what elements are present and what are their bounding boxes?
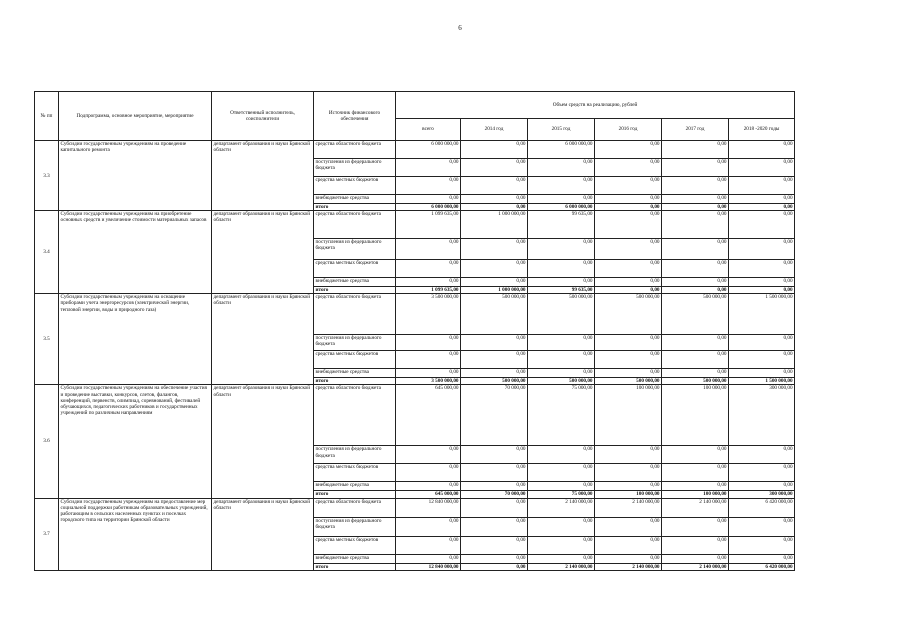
funding-source: поступления из федерального бюджета (314, 239, 396, 260)
amount-cell: 0,00 (595, 517, 662, 536)
header-no: № пп (35, 92, 59, 141)
amount-cell: 0,00 (729, 278, 795, 287)
funding-source: средства местных бюджетов (314, 464, 396, 482)
amount-cell: 0,00 (662, 141, 729, 159)
amount-cell: 0,00 (662, 159, 729, 177)
amount-cell: 6 000 000,00 (396, 141, 461, 159)
funding-source: итого (314, 204, 396, 211)
amount-cell: 0,00 (461, 195, 528, 204)
amount-cell: 0,00 (662, 211, 729, 239)
amount-cell: 500 000,00 (595, 294, 662, 335)
amount-cell: 0,00 (729, 239, 795, 260)
amount-cell: 1 099 635,00 (396, 287, 461, 294)
amount-cell: 645 000,00 (396, 385, 461, 446)
amount-cell: 0,00 (528, 536, 595, 554)
funding-source: средства областного бюджета (314, 141, 396, 159)
amount-cell: 0,00 (729, 351, 795, 369)
amount-cell: 0,00 (461, 141, 528, 159)
header-year: 2016 год (595, 119, 662, 141)
measure-name: Субсидии государственным учреждениям на оснащение приборами учета энергоресурсов (электрической энергии, тепловой энергии, воды и природного газа) (59, 294, 212, 385)
amount-cell: 1 500 000,00 (729, 378, 795, 385)
amount-cell: 99 635,00 (528, 211, 595, 239)
amount-cell: 0,00 (396, 177, 461, 195)
amount-cell: 0,00 (729, 177, 795, 195)
amount-cell: 0,00 (396, 446, 461, 464)
amount-cell: 0,00 (729, 287, 795, 294)
amount-cell: 0,00 (396, 482, 461, 491)
funding-source: итого (314, 287, 396, 294)
amount-cell: 12 840 000,00 (396, 563, 461, 570)
amount-cell: 0,00 (662, 239, 729, 260)
amount-cell: 0,00 (595, 204, 662, 211)
measure-number: 3.3 (35, 141, 59, 211)
amount-cell: 0,00 (729, 369, 795, 378)
measure-number: 3.7 (35, 498, 59, 570)
amount-cell: 0,00 (729, 195, 795, 204)
amount-cell: 0,00 (461, 204, 528, 211)
amount-cell: 0,00 (595, 177, 662, 195)
amount-cell: 0,00 (662, 536, 729, 554)
amount-cell: 0,00 (662, 554, 729, 563)
amount-cell: 0,00 (396, 239, 461, 260)
amount-cell: 99 635,00 (528, 287, 595, 294)
amount-cell: 6 000 000,00 (528, 141, 595, 159)
table-row (35, 294, 795, 335)
amount-cell: 0,00 (396, 536, 461, 554)
amount-cell: 2 140 000,00 (662, 498, 729, 517)
page-number: 6 (458, 24, 462, 32)
amount-cell: 0,00 (528, 260, 595, 278)
amount-cell: 0,00 (729, 554, 795, 563)
amount-cell: 0,00 (461, 482, 528, 491)
amount-cell: 0,00 (396, 369, 461, 378)
amount-cell: 0,00 (396, 195, 461, 204)
amount-cell: 0,00 (662, 260, 729, 278)
amount-cell: 300 000,00 (729, 385, 795, 446)
measure-name: Субсидии государственным учреждениям на предоставление мер социальной поддержки работникам образовательных учреждений, работающим в сельских населенных пунктах и поселках городского типа на территории Брянской области (59, 498, 212, 570)
amount-cell: 100 000,00 (595, 385, 662, 446)
amount-cell: 0,00 (662, 351, 729, 369)
amount-cell: 0,00 (461, 239, 528, 260)
funding-source: поступления из федерального бюджета (314, 335, 396, 351)
amount-cell: 0,00 (528, 517, 595, 536)
amount-cell: 0,00 (461, 536, 528, 554)
table-row (35, 141, 795, 159)
funding-source: средства областного бюджета (314, 211, 396, 239)
funding-source: внебюджетные средства (314, 554, 396, 563)
amount-cell: 0,00 (461, 278, 528, 287)
amount-cell: 0,00 (461, 554, 528, 563)
funding-source: поступления из федерального бюджета (314, 446, 396, 464)
amount-cell: 0,00 (595, 554, 662, 563)
amount-cell: 1 000 000,00 (461, 211, 528, 239)
amount-cell: 2 140 000,00 (595, 498, 662, 517)
amount-cell: 0,00 (528, 278, 595, 287)
amount-cell: 0,00 (396, 159, 461, 177)
amount-cell: 500 000,00 (461, 294, 528, 335)
amount-cell: 0,00 (662, 287, 729, 294)
funding-source: внебюджетные средства (314, 278, 396, 287)
amount-cell: 100 000,00 (662, 385, 729, 446)
funding-source: средства местных бюджетов (314, 260, 396, 278)
amount-cell: 6 000 000,00 (396, 204, 461, 211)
amount-cell: 3 500 000,00 (396, 294, 461, 335)
amount-cell: 645 000,00 (396, 491, 461, 498)
amount-cell: 0,00 (662, 177, 729, 195)
amount-cell: 0,00 (528, 369, 595, 378)
amount-cell: 0,00 (528, 446, 595, 464)
amount-cell: 0,00 (396, 464, 461, 482)
measure-number: 3.5 (35, 294, 59, 385)
amount-cell: 0,00 (396, 335, 461, 351)
amount-cell: 3 500 000,00 (396, 378, 461, 385)
amount-cell: 0,00 (729, 260, 795, 278)
amount-cell: 500 000,00 (662, 378, 729, 385)
amount-cell: 0,00 (396, 351, 461, 369)
amount-cell: 2 140 000,00 (528, 563, 595, 570)
amount-cell: 0,00 (662, 464, 729, 482)
amount-cell: 100 000,00 (662, 491, 729, 498)
measure-name: Субсидии государственным учреждениям на обеспечение участия и проведение выставки, конкурсов, слетов, фалангов, конференций, первенств, олимпиад, соревнований, фестивалей обучающихся, педагогических работников и государственных учреждений по различным направлениям (59, 385, 212, 498)
table-row (35, 211, 795, 239)
funding-source: средства областного бюджета (314, 385, 396, 446)
amount-cell: 2 140 000,00 (528, 498, 595, 517)
funding-source: средства местных бюджетов (314, 536, 396, 554)
measure-executor: департамент образования и науки Брянской области (212, 498, 314, 570)
amount-cell: 0,00 (528, 335, 595, 351)
amount-cell: 0,00 (528, 177, 595, 195)
amount-cell: 0,00 (595, 536, 662, 554)
amount-cell: 0,00 (461, 464, 528, 482)
amount-cell: 0,00 (528, 195, 595, 204)
amount-cell: 500 000,00 (528, 294, 595, 335)
amount-cell: 0,00 (461, 159, 528, 177)
amount-cell: 0,00 (396, 554, 461, 563)
funding-source: итого (314, 563, 396, 570)
amount-cell: 0,00 (595, 335, 662, 351)
amount-cell: 0,00 (729, 159, 795, 177)
measure-number: 3.6 (35, 385, 59, 498)
amount-cell: 0,00 (595, 260, 662, 278)
amount-cell: 0,00 (662, 446, 729, 464)
amount-cell: 0,00 (595, 351, 662, 369)
amount-cell: 0,00 (461, 446, 528, 464)
amount-cell: 0,00 (595, 287, 662, 294)
amount-cell: 0,00 (461, 563, 528, 570)
header-volume: Объем средств на реализацию, рублей (396, 92, 795, 119)
header-year: 2015 год (528, 119, 595, 141)
amount-cell: 0,00 (595, 464, 662, 482)
amount-cell: 0,00 (729, 211, 795, 239)
amount-cell: 0,00 (595, 159, 662, 177)
amount-cell: 500 000,00 (528, 378, 595, 385)
measure-executor: департамент образования и науки Брянской области (212, 385, 314, 498)
header-year: 2017 год (662, 119, 729, 141)
amount-cell: 0,00 (595, 278, 662, 287)
amount-cell: 12 840 000,00 (396, 498, 461, 517)
amount-cell: 70 000,00 (461, 491, 528, 498)
amount-cell: 0,00 (662, 204, 729, 211)
amount-cell: 0,00 (662, 369, 729, 378)
amount-cell: 0,00 (396, 278, 461, 287)
amount-cell: 100 000,00 (595, 491, 662, 498)
header-year: 2014 год (461, 119, 528, 141)
amount-cell: 500 000,00 (595, 378, 662, 385)
amount-cell: 0,00 (729, 482, 795, 491)
amount-cell: 0,00 (528, 351, 595, 369)
amount-cell: 0,00 (461, 335, 528, 351)
table-row (35, 385, 795, 446)
amount-cell: 75 000,00 (528, 491, 595, 498)
amount-cell: 0,00 (461, 517, 528, 536)
amount-cell: 0,00 (729, 464, 795, 482)
amount-cell: 0,00 (595, 211, 662, 239)
amount-cell: 2 140 000,00 (595, 563, 662, 570)
amount-cell: 0,00 (595, 482, 662, 491)
funding-source: итого (314, 378, 396, 385)
funding-source: итого (314, 491, 396, 498)
amount-cell: 6 420 000,00 (729, 563, 795, 570)
amount-cell: 0,00 (528, 554, 595, 563)
amount-cell: 500 000,00 (461, 378, 528, 385)
funding-source: внебюджетные средства (314, 482, 396, 491)
amount-cell: 70 000,00 (461, 385, 528, 446)
amount-cell: 300 000,00 (729, 491, 795, 498)
amount-cell: 0,00 (662, 517, 729, 536)
amount-cell: 0,00 (662, 278, 729, 287)
header-year: 2018 -2020 годы (729, 119, 795, 141)
funding-table (34, 91, 795, 571)
amount-cell: 0,00 (461, 369, 528, 378)
amount-cell: 0,00 (662, 335, 729, 351)
amount-cell: 0,00 (528, 482, 595, 491)
amount-cell: 0,00 (662, 195, 729, 204)
amount-cell: 0,00 (595, 369, 662, 378)
amount-cell: 0,00 (461, 260, 528, 278)
funding-source: средства областного бюджета (314, 294, 396, 335)
amount-cell: 1 099 635,00 (396, 211, 461, 239)
amount-cell: 0,00 (396, 260, 461, 278)
amount-cell: 500 000,00 (662, 294, 729, 335)
amount-cell: 0,00 (662, 482, 729, 491)
header-source: Источник финансового обеспечения (314, 92, 396, 141)
measure-executor: департамент образования и науки Брянской области (212, 211, 314, 294)
amount-cell: 0,00 (595, 239, 662, 260)
funding-source: средства местных бюджетов (314, 177, 396, 195)
amount-cell: 0,00 (729, 536, 795, 554)
header-year: всего (396, 119, 461, 141)
amount-cell: 0,00 (729, 517, 795, 536)
measure-executor: департамент образования и науки Брянской области (212, 141, 314, 211)
header-program: Подпрограмма, основное мероприятие, мероприятие (59, 92, 212, 141)
amount-cell: 0,00 (729, 204, 795, 211)
amount-cell: 0,00 (461, 498, 528, 517)
amount-cell: 0,00 (729, 335, 795, 351)
amount-cell: 2 140 000,00 (662, 563, 729, 570)
funding-source: поступления из федерального бюджета (314, 517, 396, 536)
funding-source: внебюджетные средства (314, 369, 396, 378)
measure-name: Субсидии государственным учреждениям на приобретение основных средств и увеличение стоимости материальных запасов (59, 211, 212, 294)
amount-cell: 1 000 000,00 (461, 287, 528, 294)
amount-cell: 6 000 000,00 (528, 204, 595, 211)
amount-cell: 0,00 (461, 351, 528, 369)
measure-number: 3.4 (35, 211, 59, 294)
amount-cell: 0,00 (461, 177, 528, 195)
funding-source: внебюджетные средства (314, 195, 396, 204)
amount-cell: 0,00 (729, 446, 795, 464)
measure-executor: департамент образования и науки Брянской области (212, 294, 314, 385)
amount-cell: 0,00 (528, 464, 595, 482)
amount-cell: 6 420 000,00 (729, 498, 795, 517)
measure-name: Субсидии государственным учреждениям на проведение капитального ремонта (59, 141, 212, 211)
amount-cell: 0,00 (528, 239, 595, 260)
funding-source: поступления из федерального бюджета (314, 159, 396, 177)
amount-cell: 0,00 (528, 159, 595, 177)
amount-cell: 0,00 (396, 517, 461, 536)
amount-cell: 75 000,00 (528, 385, 595, 446)
amount-cell: 0,00 (729, 141, 795, 159)
amount-cell: 1 500 000,00 (729, 294, 795, 335)
funding-source: средства областного бюджета (314, 498, 396, 517)
amount-cell: 0,00 (595, 446, 662, 464)
table-row (35, 498, 795, 517)
amount-cell: 0,00 (595, 141, 662, 159)
header-executor: Ответственный исполнитель, соисполнители (212, 92, 314, 141)
amount-cell: 0,00 (595, 195, 662, 204)
funding-source: средства местных бюджетов (314, 351, 396, 369)
